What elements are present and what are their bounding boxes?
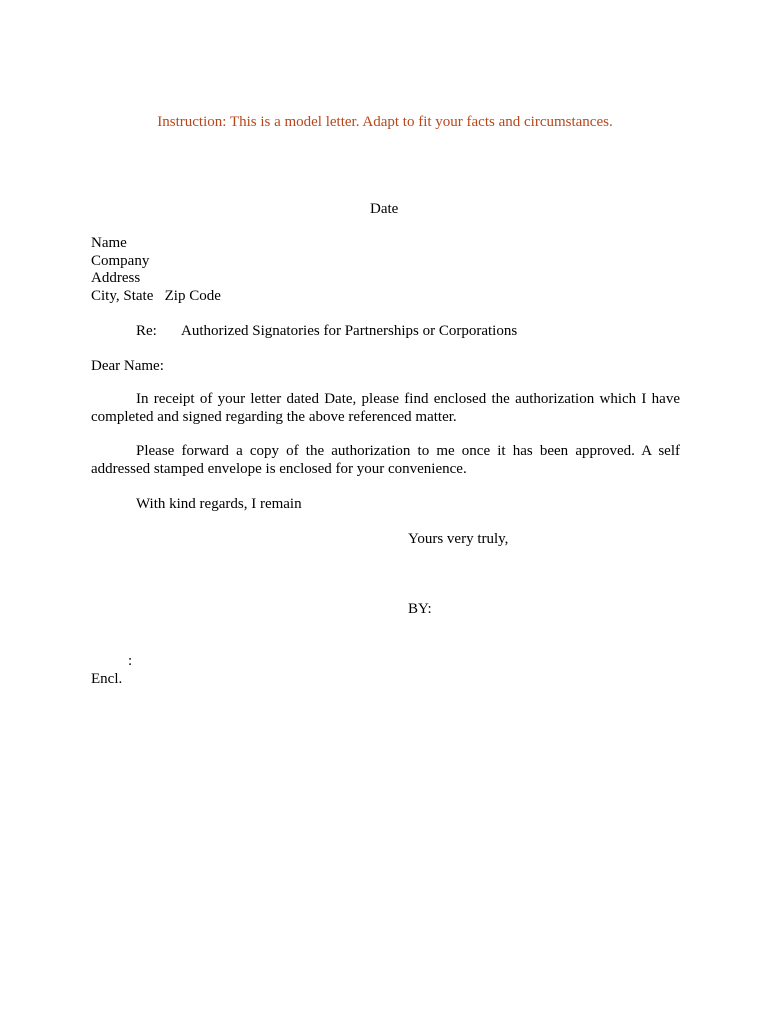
date-line: Date bbox=[370, 201, 399, 217]
complimentary-close: Yours very truly, bbox=[408, 531, 509, 547]
recipient-address: Address bbox=[91, 270, 141, 286]
re-label: Re: bbox=[136, 323, 157, 339]
recipient-name: Name bbox=[91, 235, 127, 251]
initials-colon: : bbox=[128, 653, 133, 669]
closing-line: With kind regards, I remain bbox=[136, 496, 302, 512]
recipient-company: Company bbox=[91, 253, 150, 269]
re-subject: Authorized Signatories for Partnerships or Corporations bbox=[181, 323, 518, 339]
instruction-note: Instruction: This is a model letter. Adapt to fit your facts and circumstances. bbox=[157, 114, 613, 130]
signature-by-label: BY: bbox=[408, 601, 432, 617]
salutation: Dear Name: bbox=[91, 358, 164, 374]
enclosure-note: Encl. bbox=[91, 671, 123, 687]
recipient-city-state-zip: City, State Zip Code bbox=[91, 288, 221, 304]
body-paragraph-1: In receipt of your letter dated Date, please find enclosed the authorization which I have completed and signed regarding the above referenced matter. bbox=[91, 391, 680, 425]
body-paragraph-2: Please forward a copy of the authorization to me once it has been approved. A self addressed stamped envelope is enclosed for your convenience. bbox=[91, 443, 680, 477]
